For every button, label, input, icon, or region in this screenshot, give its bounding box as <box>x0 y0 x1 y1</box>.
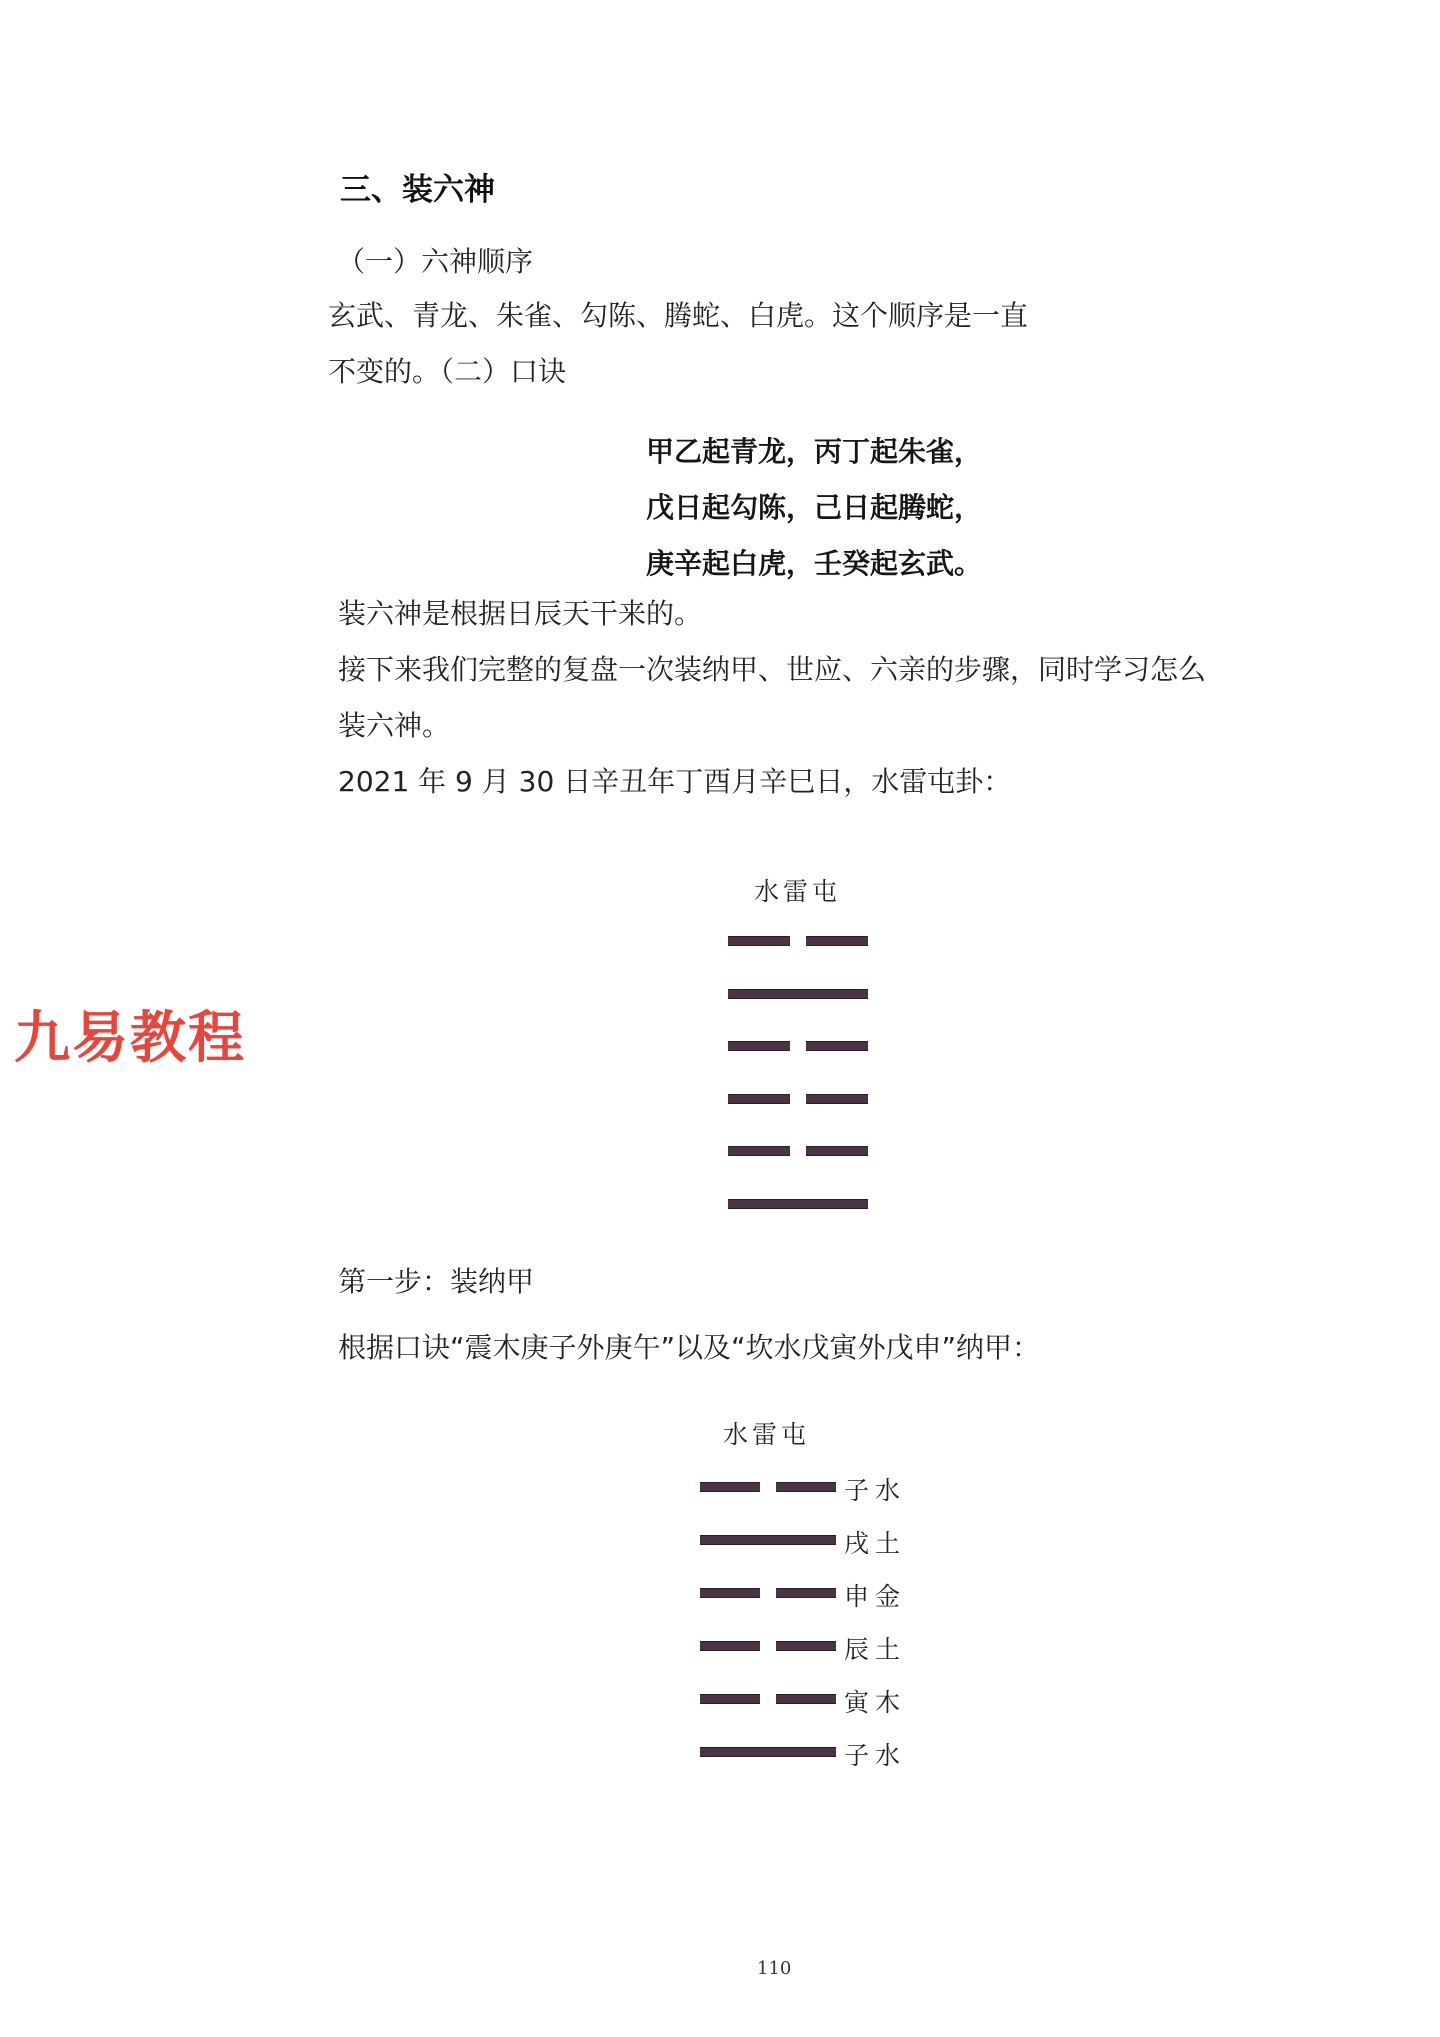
hexagram-1-title: 水雷屯 <box>754 877 842 906</box>
yin-line-right-segment <box>776 1588 836 1598</box>
section-heading: 三、装六神 <box>340 172 495 208</box>
najia-line-label: 子水 <box>844 1476 907 1505</box>
yang-line <box>700 1535 836 1545</box>
watermark-logo-text: 九易教程 <box>14 1006 246 1071</box>
hexagram-2-title: 水雷屯 <box>723 1420 811 1449</box>
yin-line-right-segment <box>806 936 868 946</box>
yin-line-left-segment <box>700 1588 760 1598</box>
verse-line-1: 甲乙起青龙，丙丁起朱雀， <box>646 435 983 468</box>
yin-line-left-segment <box>700 1694 760 1704</box>
note-text: 装六神是根据日辰天干来的。 <box>338 597 703 630</box>
date-line: 2021 年 9 月 30 日辛丑年丁酉月辛巳日，水雷屯卦： <box>338 765 1012 798</box>
najia-line-label: 子水 <box>844 1741 907 1770</box>
yin-line-left-segment <box>728 1146 790 1156</box>
yin-line-right-segment <box>776 1641 836 1651</box>
page-number: 110 <box>757 1958 792 1979</box>
yang-line <box>700 1747 836 1757</box>
yin-line-right-segment <box>806 1041 868 1051</box>
yin-line-left-segment <box>728 1041 790 1051</box>
intro-text-line-1: 接下来我们完整的复盘一次装纳甲、世应、六亲的步骤，同时学习怎么 <box>338 653 1207 686</box>
yin-line-right-segment <box>806 1094 868 1104</box>
yin-line-left-segment <box>700 1482 760 1492</box>
yang-line <box>728 1199 868 1209</box>
subheading-six-gods-order: （一）六神顺序 <box>337 245 534 278</box>
intro-text-line-2: 装六神。 <box>338 709 451 742</box>
najia-line-label: 寅木 <box>844 1688 907 1717</box>
yin-line-right-segment <box>806 1146 868 1156</box>
verse-line-2: 戊日起勾陈，己日起腾蛇， <box>646 491 983 524</box>
order-text-line-1: 玄武、青龙、朱雀、勾陈、腾蛇、白虎。这个顺序是一直 <box>328 299 1029 332</box>
step-1-title: 第一步：装纳甲 <box>338 1265 535 1298</box>
yin-line-left-segment <box>700 1641 760 1651</box>
yin-line-right-segment <box>776 1482 836 1492</box>
najia-line-label: 辰土 <box>844 1635 907 1664</box>
step-1-text: 根据口诀“震木庚子外庚午”以及“坎水戊寅外戊申”纳甲： <box>338 1331 1041 1364</box>
yin-line-left-segment <box>728 936 790 946</box>
verse-line-3: 庚辛起白虎，壬癸起玄武。 <box>646 547 983 580</box>
najia-line-label: 戌土 <box>844 1529 907 1558</box>
yin-line-left-segment <box>728 1094 790 1104</box>
yin-line-right-segment <box>776 1694 836 1704</box>
order-text-line-2: 不变的。（二）口诀 <box>328 355 567 388</box>
najia-line-label: 申金 <box>844 1582 907 1611</box>
yang-line <box>728 989 868 999</box>
